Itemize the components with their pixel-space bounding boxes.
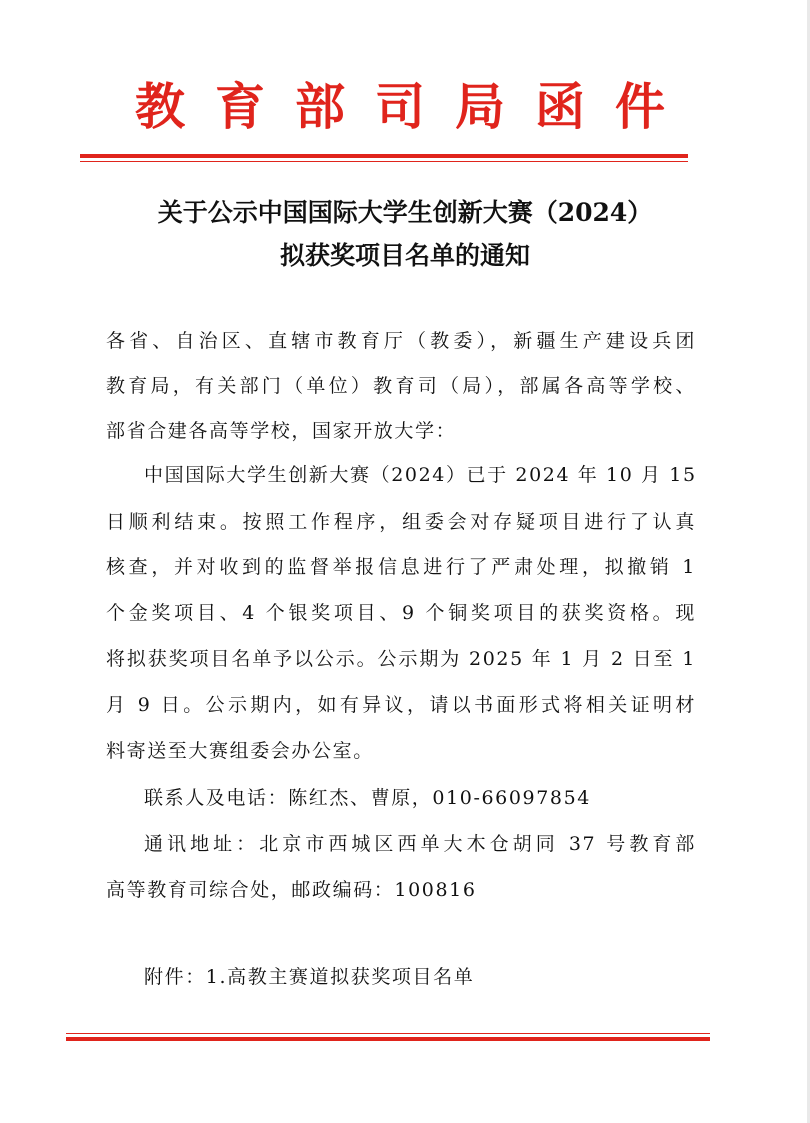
paragraph-line-4: 个金奖项目、4 个银奖项目、9 个铜奖项目的获奖资格。现 — [106, 602, 696, 624]
notice-title-line-2: 拟获奖项目名单的通知 — [279, 241, 530, 270]
footer-rule-thick — [66, 1037, 710, 1041]
paragraph-line-1: 中国国际大学生创新大赛（2024）已于 2024 年 10 月 15 — [144, 464, 697, 486]
footer-rule-thin — [66, 1033, 710, 1034]
attachment-line: 附件：1.高教主赛道拟获奖项目名单 — [144, 966, 475, 988]
address-line-1: 通讯地址：北京市西城区西单大木仓胡同 37 号教育部 — [144, 833, 696, 855]
letterhead-rule-thin — [80, 161, 688, 162]
contact-line: 联系人及电话：陈红杰、曹原，010-66097854 — [144, 787, 591, 809]
paragraph-line-3: 核查，并对收到的监督举报信息进行了严肃处理，拟撤销 1 — [106, 556, 696, 578]
letterhead-title: 教育部司局函件 — [135, 77, 695, 136]
addressee-line-1: 各省、自治区、直辖市教育厅（教委），新疆生产建设兵团 — [106, 330, 696, 352]
paragraph-line-5: 将拟获奖项目名单予以公示。公示期为 2025 年 1 月 2 日至 1 — [106, 648, 696, 670]
paragraph-line-6: 月 9 日。公示期内，如有异议，请以书面形式将相关证明材 — [106, 694, 696, 716]
paragraph-line-2: 日顺利结束。按照工作程序，组委会对存疑项目进行了认真 — [106, 511, 696, 533]
notice-title-line-1: 关于公示中国国际大学生创新大赛（2024） — [157, 198, 653, 227]
letterhead-rule-thick — [80, 154, 688, 158]
addressee-line-2: 教育局，有关部门（单位）教育司（局），部属各高等学校、 — [106, 375, 696, 397]
paragraph-line-7: 料寄送至大赛组委会办公室。 — [106, 740, 374, 762]
addressee-line-3: 部省合建各高等学校，国家开放大学： — [106, 420, 457, 442]
address-line-2: 高等教育司综合处，邮政编码：100816 — [106, 879, 477, 901]
